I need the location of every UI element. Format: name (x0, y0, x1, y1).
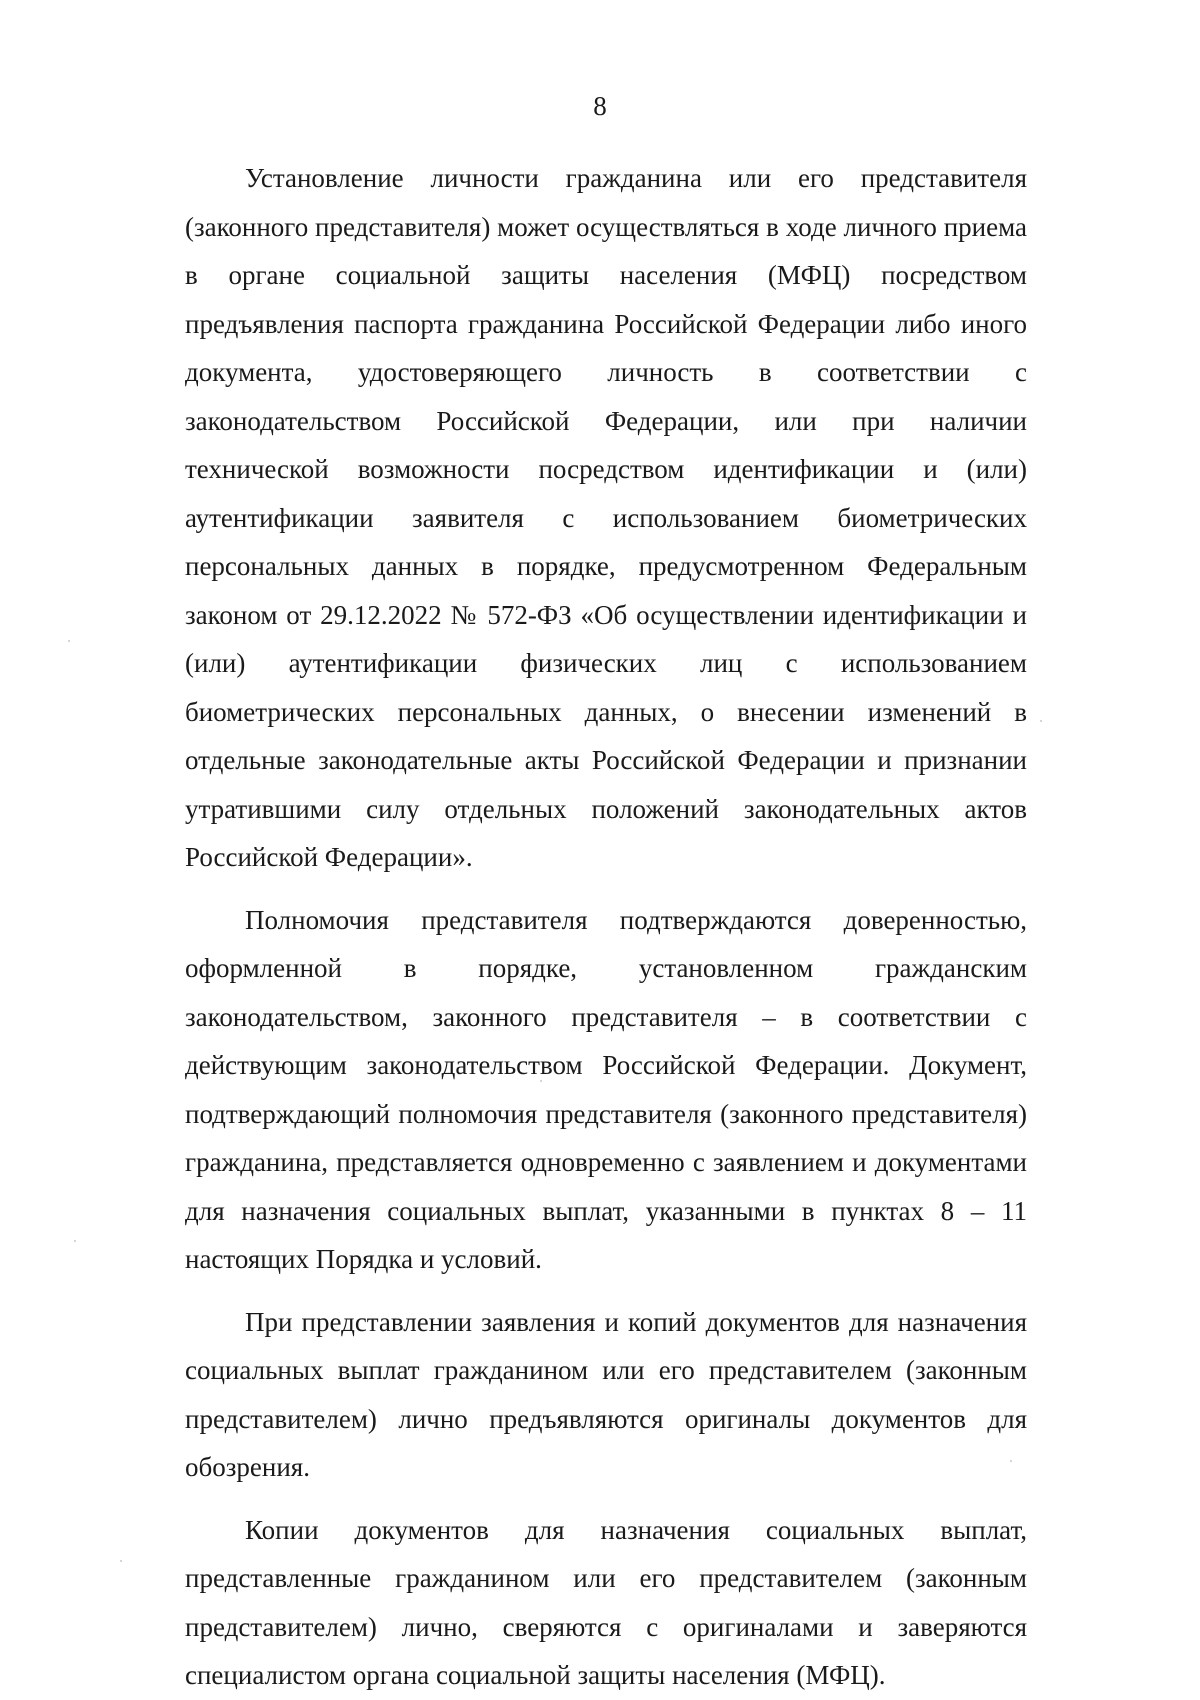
scan-speck (120, 1560, 122, 1562)
document-body (185, 154, 1027, 1700)
paragraph-representative-authority: Полномочия представителя подтверждаются доверенностью, оформленной в порядке, установленном гражданским законодательством, законного представителя – в соответствии с действующим законодательством Российской Федерации. Документ, подтверждающий полномочия представителя (законного представителя) гражданина, представляется одновременно с заявлением и документами для назначения социальных выплат, указанными в пунктах 8 – 11 настоящих Порядка и условий. (185, 904, 1027, 1274)
paragraph-identity-verification: Установление личности гражданина или его представителя (законного представителя) может осуществляться в ходе личного приема в органе социальной защиты населения (МФЦ) посредством предъявления паспорта гражданина Российской Федерации либо иного документа, удостоверяющего личность в соответствии с законодательством Российской Федерации, или при наличии технической возможности посредством идентификации и (или) аутентификации заявителя с использованием биометрических персональных данных в порядке, предусмотренном Федеральным законом от 29.12.2022 № 572-ФЗ «Об осуществлении идентификации и (или) аутентификации физических лиц с использованием биометрических персональных данных, о внесении изменений в отдельные законодательные акты Российской Федерации и признании утратившими силу отдельных положений законодательных актов Российской Федерации». (185, 163, 1027, 872)
scan-speck (74, 1240, 76, 1242)
scan-speck (1040, 720, 1042, 722)
scan-speck (1010, 1460, 1012, 1462)
scan-speck (540, 1080, 542, 1082)
scan-speck (68, 640, 70, 642)
page-number: 8 (593, 91, 607, 121)
paragraph-originals-presentation: При представлении заявления и копий документов для назначения социальных выплат гражданином или его представителем (законным представителем) лично предъявляются оригиналы документов для обозрения. (185, 1306, 1027, 1482)
paragraph-copies-verification: Копии документов для назначения социальных выплат, представленные гражданином или его представителем (законным представителем) лично, сверяются с оригиналами и заверяются специалистом органа социальной защиты населения (МФЦ). (185, 1514, 1027, 1690)
